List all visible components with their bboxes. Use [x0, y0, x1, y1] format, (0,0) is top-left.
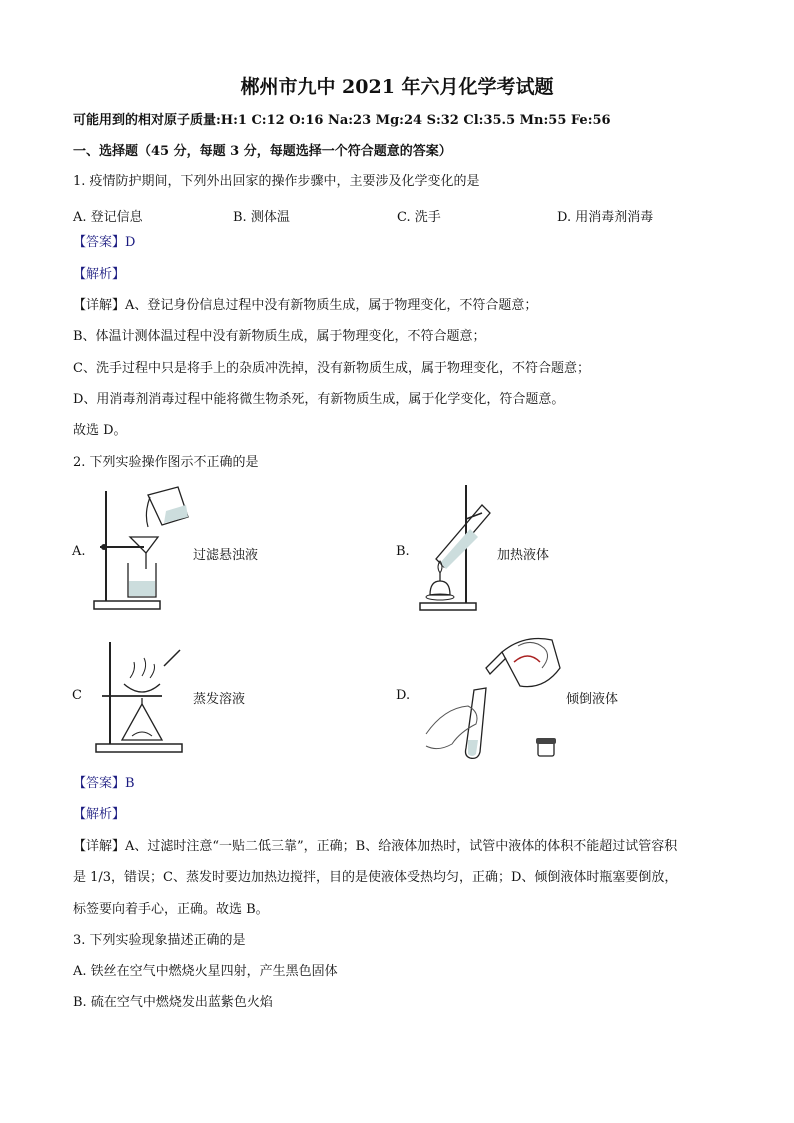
q2-detail-line: 【详解】A、过滤时注意“一贴二低三靠”，正确；B、给液体加热时，试管中液体的体积不能超过试管容积 — [73, 839, 678, 854]
q1-answer: 【答案】D — [73, 235, 136, 250]
q1-detail-line: 【详解】A、登记身份信息过程中没有新物质生成，属于物理变化，不符合题意； — [73, 298, 538, 313]
q1-detail-line: D、用消毒剂消毒过程中能将微生物杀死，有新物质生成，属于化学变化，符合题意。 — [73, 392, 565, 407]
q1-option-b: B. 测体温 — [233, 210, 290, 225]
filtration-apparatus-diagram — [92, 485, 192, 613]
evaporation-apparatus-diagram — [92, 640, 188, 756]
q3-option-a: A. 铁丝在空气中燃烧火星四射，产生黑色固体 — [73, 964, 338, 979]
q1-option-d: D. 用消毒剂消毒 — [557, 210, 654, 225]
q1-option-c: C. 洗手 — [397, 210, 441, 225]
q1-detail-line: B、体温计测体温过程中没有新物质生成，属于物理变化，不符合题意； — [73, 329, 486, 344]
fig-c-letter: C — [72, 688, 82, 703]
question-3-stem: 3. 下列实验现象描述正确的是 — [73, 933, 246, 948]
fig-d-letter: D. — [396, 688, 411, 703]
fig-d-label: 倾倒液体 — [566, 692, 619, 707]
q2-detail-line: 标签要向着手心，正确。故选 B。 — [73, 902, 269, 917]
atomic-masses: 可能用到的相对原子质量:H:1 C:12 O:16 Na:23 Mg:24 S:32 Cl:35.5 Mn:55 Fe:56 — [73, 113, 611, 128]
q1-option-a: A. 登记信息 — [73, 210, 143, 225]
question-2-stem: 2. 下列实验操作图示不正确的是 — [73, 455, 259, 470]
fig-a-label: 过滤悬浊液 — [193, 548, 259, 563]
q2-detail-line: 是 1/3，错误；C、蒸发时要边加热边搅拌，目的是使液体受热均匀，正确；D、倾倒液体时瓶塞要倒放， — [73, 870, 678, 885]
question-1-stem: 1. 疫情防护期间，下列外出回家的操作步骤中，主要涉及化学变化的是 — [73, 174, 480, 189]
q2-analysis-label: 【解析】 — [73, 807, 126, 822]
q3-option-b: B. 硫在空气中燃烧发出蓝紫色火焰 — [73, 995, 273, 1010]
fig-a-letter: A. — [72, 544, 86, 559]
fig-c-label: 蒸发溶液 — [193, 692, 246, 707]
q1-detail-line: 故选 D。 — [73, 423, 127, 438]
pouring-liquid-diagram — [424, 628, 564, 768]
q1-analysis-label: 【解析】 — [73, 267, 126, 282]
q1-detail-line: C、洗手过程中只是将手上的杂质冲洗掉，没有新物质生成，属于物理变化，不符合题意； — [73, 361, 590, 376]
fig-b-label: 加热液体 — [497, 548, 550, 563]
fig-b-letter: B. — [396, 544, 410, 559]
q2-answer: 【答案】B — [73, 776, 135, 791]
page-title: 郴州市九中 2021 年六月化学考试题 — [240, 76, 554, 98]
heating-liquid-diagram — [416, 483, 496, 613]
section-heading: 一、选择题（45 分，每题 3 分，每题选择一个符合题意的答案） — [73, 144, 452, 159]
